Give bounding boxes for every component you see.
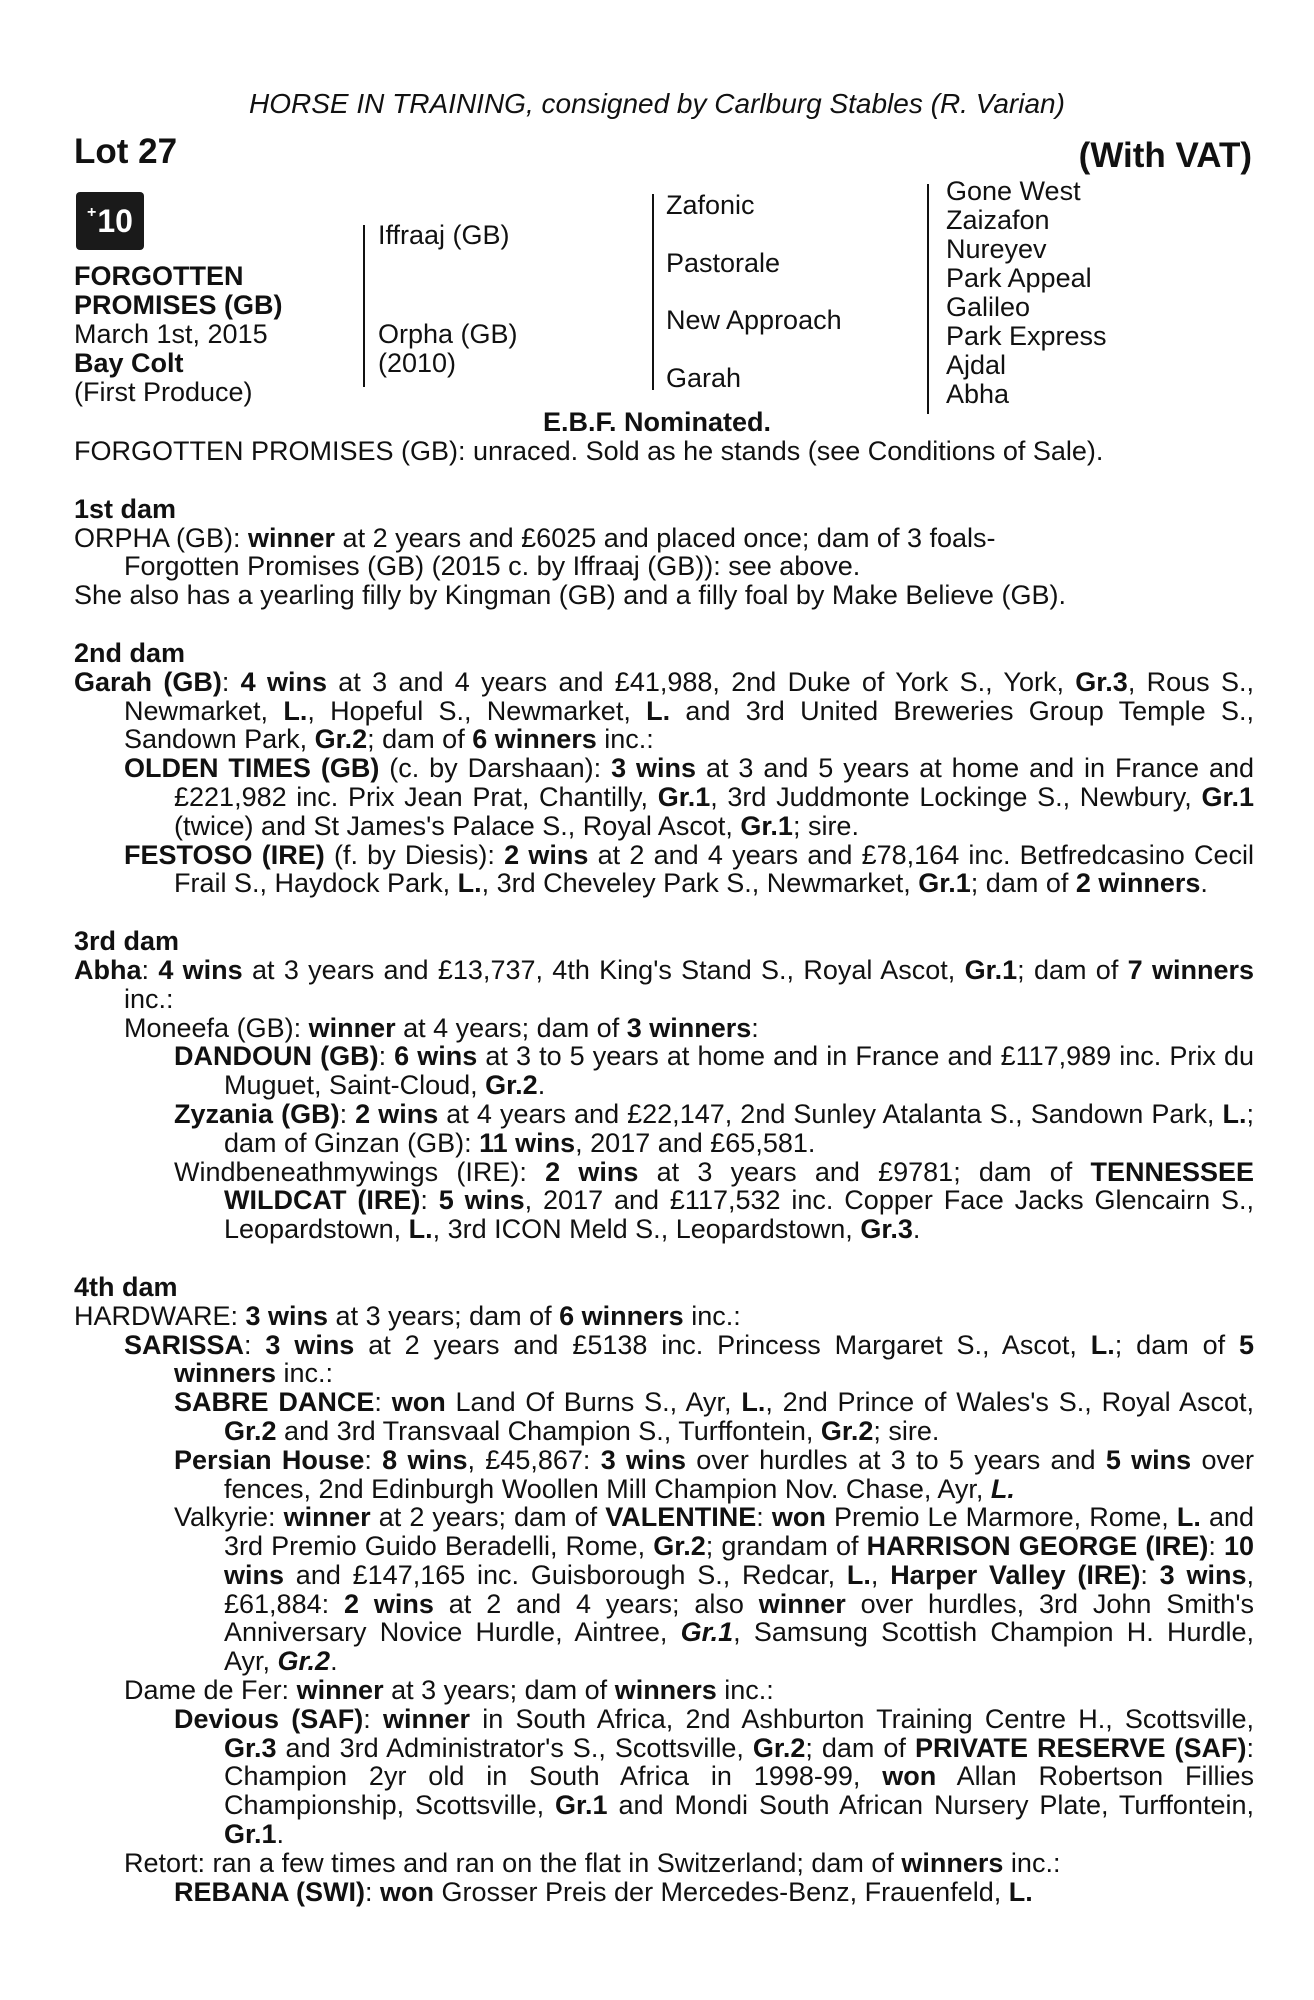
fourth-dam-produce-valkyrie-segment-10: ; grandam of bbox=[705, 1531, 867, 1562]
third-dam-produce-windbeneathmywings bbox=[74, 1158, 1254, 1244]
fourth-dam-produce-valkyrie-segment-24: over hurdles, 3rd John Smith's Anniversary Novice Hurdle, Aintree, bbox=[224, 1588, 1254, 1648]
third-dam-produce-moneefa-segment-3: 3 winners bbox=[626, 1012, 752, 1043]
fourth-dam-produce-valkyrie bbox=[74, 1503, 1254, 1676]
pedigree-gen3-7: Ajdal bbox=[946, 350, 1007, 380]
second-dam-entry-segment-1: : bbox=[221, 666, 241, 697]
third-dam-produce-dandoun bbox=[74, 1042, 1254, 1100]
fourth-dam-produce-devious-segment-0: Devious (SAF) bbox=[174, 1703, 364, 1734]
fourth-dam-entry-segment-4: inc.: bbox=[683, 1300, 741, 1331]
fourth-dam-produce-persian-house-segment-1: : bbox=[364, 1444, 383, 1475]
fourth-dam-produce-valkyrie-segment-7: L. bbox=[1176, 1502, 1201, 1533]
third-dam-produce-zyzania-segment-7: , 2017 and £65,581. bbox=[575, 1127, 816, 1158]
second-dam-produce-olden-times-segment-3: at 3 and 5 years at home and in France and £221,982 inc. Prix Jean Prat, Chantilly, bbox=[174, 753, 1254, 812]
pedigree-gen2-1: Zafonic bbox=[666, 190, 755, 220]
third-dam-produce-windbeneathmywings-segment-4: : bbox=[420, 1185, 439, 1216]
second-dam-entry-segment-3: at 3 and 4 years and £41,988, 2nd Duke of York S., York, bbox=[326, 666, 1076, 697]
fourth-dam-produce-persian-house-segment-3: , £45,867: bbox=[467, 1444, 601, 1475]
second-dam-entry-segment-2: 4 wins bbox=[240, 666, 327, 697]
fourth-dam-produce-valkyrie-segment-11: HARRISON GEORGE (IRE) bbox=[866, 1531, 1209, 1562]
fourth-dam-produce-sabre-dance-segment-6: Gr.2 bbox=[224, 1415, 277, 1446]
second-dam-produce-festoso-segment-8: 2 winners bbox=[1075, 868, 1201, 899]
fourth-dam-produce-sabre-dance-segment-1: : bbox=[374, 1387, 392, 1418]
pedigree-gen2-3: New Approach bbox=[666, 305, 842, 335]
fourth-dam-produce-devious-segment-9: : Champion 2yr old in South Africa in 1998-99, bbox=[224, 1732, 1254, 1792]
lot-number: Lot 27 bbox=[74, 132, 178, 171]
fourth-dam-produce-valkyrie-segment-22: at 2 and 4 years; also bbox=[433, 1588, 759, 1619]
pedigree-line-2 bbox=[652, 194, 654, 390]
second-dam-produce-olden-times-segment-7: (twice) and St James's Palace S., Royal Ascot, bbox=[174, 810, 741, 841]
third-dam-produce-moneefa-segment-1: winner bbox=[308, 1012, 396, 1043]
second-dam-produce-olden-times-segment-0: OLDEN TIMES (GB) bbox=[124, 753, 380, 784]
vat-note: (With VAT) bbox=[1078, 136, 1252, 175]
pedigree-line-1 bbox=[363, 225, 365, 387]
second-dam-entry-segment-6: L. bbox=[283, 695, 308, 726]
fourth-dam-produce-valkyrie-segment-9: Gr.2 bbox=[653, 1531, 706, 1562]
fourth-dam-produce-sarissa-segment-3: at 2 years and £5138 inc. Princess Margaret S., Ascot, bbox=[354, 1329, 1091, 1360]
fourth-dam-produce-devious-segment-12: Gr.1 bbox=[555, 1790, 608, 1821]
pedigree-gen3-3: Nureyev bbox=[946, 234, 1047, 264]
fourth-dam-produce-sarissa-segment-5: ; dam of bbox=[1114, 1329, 1239, 1360]
second-dam-entry-segment-4: Gr.3 bbox=[1075, 666, 1128, 697]
third-dam-produce-dandoun-segment-0: DANDOUN (GB) bbox=[174, 1041, 379, 1072]
second-dam-produce-festoso-segment-5: , 3rd Cheveley Park S., Newmarket, bbox=[481, 868, 919, 899]
fourth-dam-produce-valkyrie-segment-15: L. bbox=[846, 1559, 871, 1590]
fourth-dam-entry-segment-3: 6 winners bbox=[559, 1300, 684, 1331]
fourth-dam-produce-rebana-segment-2: won bbox=[380, 1876, 434, 1907]
second-dam-produce-festoso bbox=[74, 841, 1254, 899]
third-dam-produce-moneefa-segment-2: at 4 years; dam of bbox=[395, 1012, 627, 1043]
third-dam-produce-windbeneathmywings-segment-6: , 2017 and £117,532 inc. Copper Face Jacks Glencairn S., Leopardstown, bbox=[224, 1185, 1254, 1245]
first-dam-young-stock: She also has a yearling filly by Kingman (GB) and a filly foal by Make Believe (GB). bbox=[74, 580, 1066, 611]
second-dam-produce-olden-times-segment-9: ; sire. bbox=[792, 810, 859, 841]
fourth-dam-produce-sabre-dance-segment-9: ; sire. bbox=[873, 1415, 940, 1446]
fourth-dam-produce-sabre-dance-segment-8: Gr.2 bbox=[820, 1415, 874, 1446]
fourth-dam-produce-valkyrie-segment-12: : bbox=[1208, 1531, 1224, 1562]
fourth-dam-produce-valkyrie-segment-23: winner bbox=[758, 1588, 846, 1619]
section-title-3rd-dam: 3rd dam bbox=[74, 926, 180, 957]
second-dam-entry-segment-9: and 3rd United Breweries Group Temple S., Sandown Park, bbox=[124, 695, 1254, 755]
third-dam-entry bbox=[74, 956, 1254, 1014]
third-dam-entry-segment-5: ; dam of bbox=[1017, 954, 1128, 985]
second-dam-entry-segment-12: 6 winners bbox=[472, 724, 597, 755]
section-title-1st-dam: 1st dam bbox=[74, 493, 177, 524]
section-title-4th-dam: 4th dam bbox=[74, 1271, 178, 1302]
second-dam-entry-segment-10: Gr.2 bbox=[314, 724, 368, 755]
second-dam-entry-segment-13: inc.: bbox=[596, 724, 654, 755]
fourth-dam-produce-dame-de-fer-segment-4: inc.: bbox=[716, 1675, 774, 1706]
first-dam-line-segment-1: winner bbox=[248, 522, 336, 553]
pedigree-gen2-4: Garah bbox=[666, 363, 742, 393]
fourth-dam-produce-valkyrie-segment-27: Gr.2 bbox=[277, 1646, 331, 1677]
fourth-dam-produce-dame-de-fer bbox=[74, 1676, 1254, 1705]
consignment-header: HORSE IN TRAINING, consigned by Carlburg Stables (R. Varian) bbox=[249, 88, 1065, 119]
fourth-dam-produce-dame-de-fer-segment-2: at 3 years; dam of bbox=[383, 1675, 615, 1706]
second-dam-produce-olden-times-segment-2: 3 wins bbox=[611, 753, 697, 784]
fourth-dam-produce-devious-segment-7: ; dam of bbox=[805, 1732, 915, 1763]
badge-plus: + bbox=[87, 204, 97, 221]
third-dam-produce-zyzania-segment-4: L. bbox=[1222, 1098, 1247, 1129]
fourth-dam-produce-devious bbox=[74, 1705, 1254, 1849]
fourth-dam-produce-sarissa-segment-6: 5 winners bbox=[174, 1329, 1254, 1389]
fourth-dam-produce-devious-segment-5: and 3rd Administrator's S., Scottsville, bbox=[276, 1732, 753, 1763]
fourth-dam-produce-valkyrie-segment-26: , Samsung Scottish Champion H. Hurdle, Ayr, bbox=[224, 1617, 1254, 1677]
third-dam-produce-windbeneathmywings-segment-10: . bbox=[912, 1214, 921, 1245]
fourth-dam-produce-persian-house-segment-2: 8 wins bbox=[382, 1444, 468, 1475]
second-dam-entry-segment-11: ; dam of bbox=[367, 724, 473, 755]
fourth-dam-produce-dame-de-fer-segment-0: Dame de Fer: bbox=[124, 1675, 297, 1706]
third-dam-produce-zyzania-segment-1: : bbox=[339, 1098, 356, 1129]
fourth-dam-produce-retort bbox=[74, 1849, 1254, 1878]
third-dam-produce-zyzania-segment-0: Zyzania (GB) bbox=[174, 1098, 340, 1129]
fourth-dam-produce-persian-house bbox=[74, 1446, 1254, 1504]
ebf-nomination: E.B.F. Nominated. bbox=[542, 407, 772, 437]
pedigree-sire: Iffraaj (GB) bbox=[378, 220, 510, 250]
fourth-dam-produce-sarissa-segment-0: SARISSA bbox=[124, 1329, 245, 1360]
fourth-dam-produce-valkyrie-segment-6: Premio Le Marmore, Rome, bbox=[825, 1502, 1177, 1533]
second-dam-produce-olden-times-segment-8: Gr.1 bbox=[740, 810, 793, 841]
fourth-dam-produce-persian-house-segment-0: Persian House bbox=[174, 1444, 365, 1475]
fourth-dam-produce-valkyrie-segment-4: : bbox=[756, 1502, 772, 1533]
fourth-dam-produce-valkyrie-segment-5: won bbox=[771, 1502, 826, 1533]
fourth-dam-produce-sarissa-segment-4: L. bbox=[1090, 1329, 1115, 1360]
fourth-dam-produce-valkyrie-segment-13: 10 wins bbox=[224, 1531, 1254, 1590]
third-dam-produce-dandoun-segment-2: 6 wins bbox=[394, 1041, 478, 1072]
pedigree-dam: Orpha (GB) bbox=[378, 319, 518, 349]
first-dam-line-segment-2: at 2 years and £6025 and placed once; dam of 3 foals- bbox=[335, 522, 996, 553]
fourth-dam-entry-segment-2: at 3 years; dam of bbox=[328, 1300, 560, 1331]
third-dam-produce-moneefa-segment-0: Moneefa (GB): bbox=[124, 1012, 309, 1043]
fourth-dam-produce-sarissa-segment-1: : bbox=[244, 1329, 266, 1360]
second-dam-produce-olden-times bbox=[74, 754, 1254, 840]
third-dam-produce-zyzania-segment-2: 2 wins bbox=[355, 1098, 439, 1129]
third-dam-produce-zyzania bbox=[74, 1100, 1254, 1158]
fourth-dam-produce-sabre-dance bbox=[74, 1388, 1254, 1446]
fourth-dam-produce-devious-segment-4: Gr.3 bbox=[224, 1732, 277, 1763]
third-dam-produce-dandoun-segment-3: at 3 to 5 years at home and in France and £117,989 inc. Prix du Muguet, Saint-Cloud, bbox=[224, 1041, 1254, 1101]
fourth-dam-produce-valkyrie-segment-3: VALENTINE bbox=[605, 1502, 757, 1533]
second-dam-produce-olden-times-segment-4: Gr.1 bbox=[657, 781, 711, 812]
fourth-dam-produce-valkyrie-segment-1: winner bbox=[283, 1502, 371, 1533]
fourth-dam-produce-valkyrie-segment-25: Gr.1 bbox=[680, 1617, 734, 1648]
pedigree-gen3-5: Galileo bbox=[946, 292, 1031, 322]
fourth-dam-produce-sabre-dance-segment-7: and 3rd Transvaal Champion S., Turffontein, bbox=[276, 1415, 821, 1446]
fourth-dam-produce-valkyrie-segment-20: , £61,884: bbox=[224, 1559, 1255, 1619]
fourth-dam-produce-rebana-segment-4: L. bbox=[1008, 1876, 1033, 1907]
fourth-dam-produce-rebana bbox=[74, 1878, 1254, 1907]
third-dam-entry-segment-7: inc.: bbox=[124, 983, 174, 1014]
fourth-dam-produce-devious-segment-6: Gr.2 bbox=[752, 1732, 806, 1763]
third-dam-produce-windbeneathmywings-segment-2: at 3 years and £9781; dam of bbox=[638, 1156, 1091, 1187]
second-dam-entry bbox=[74, 668, 1254, 754]
third-dam-produce-moneefa-segment-4: : bbox=[751, 1012, 759, 1043]
badge-number: 10 bbox=[97, 202, 133, 239]
first-dam-produce: Forgotten Promises (GB) (2015 c. by Iffraaj (GB)): see above. bbox=[124, 551, 861, 582]
third-dam-produce-zyzania-segment-5: ; dam of Ginzan (GB): bbox=[224, 1098, 1254, 1158]
rating-badge-icon bbox=[76, 192, 144, 250]
fourth-dam-produce-valkyrie-segment-14: and £147,165 inc. Guisborough S., Redcar, bbox=[284, 1559, 847, 1590]
fourth-dam-produce-valkyrie-segment-18: : bbox=[1140, 1559, 1160, 1590]
produce-note: (First Produce) bbox=[74, 377, 253, 407]
fourth-dam-entry-segment-0: HARDWARE: bbox=[74, 1300, 246, 1331]
second-dam-produce-olden-times-segment-6: Gr.1 bbox=[1201, 781, 1254, 812]
first-dam-line-segment-0: ORPHA (GB): bbox=[74, 522, 249, 553]
fourth-dam-produce-sarissa-segment-7: inc.: bbox=[276, 1358, 334, 1389]
fourth-dam-produce-valkyrie-segment-2: at 2 years; dam of bbox=[370, 1502, 606, 1533]
third-dam-produce-windbeneathmywings-segment-9: Gr.3 bbox=[860, 1214, 913, 1245]
second-dam-produce-festoso-segment-1: (f. by Diesis): bbox=[324, 839, 505, 870]
fourth-dam-produce-devious-segment-2: winner bbox=[382, 1703, 470, 1734]
pedigree-dam-year: (2010) bbox=[378, 348, 457, 378]
pedigree-gen3-8: Abha bbox=[946, 379, 1010, 409]
fourth-dam-produce-devious-segment-8: PRIVATE RESERVE (SAF) bbox=[914, 1732, 1247, 1763]
third-dam-produce-windbeneathmywings-segment-1: 2 wins bbox=[545, 1156, 639, 1187]
pedigree-gen2-2: Pastorale bbox=[666, 248, 781, 278]
second-dam-entry-segment-7: , Hopeful S., Newmarket, bbox=[307, 695, 647, 726]
third-dam-produce-windbeneathmywings-segment-7: L. bbox=[408, 1214, 433, 1245]
third-dam-entry-segment-3: at 3 years and £13,737, 4th King's Stand S., Royal Ascot, bbox=[242, 954, 965, 985]
third-dam-produce-windbeneathmywings-segment-3: TENNESSEE WILDCAT (IRE) bbox=[224, 1156, 1254, 1216]
third-dam-produce-dandoun-segment-4: Gr.2 bbox=[485, 1070, 538, 1101]
horse-details bbox=[74, 262, 283, 407]
second-dam-produce-festoso-segment-4: L. bbox=[457, 868, 482, 899]
pedigree-line-3 bbox=[927, 184, 929, 414]
fourth-dam-produce-sabre-dance-segment-4: L. bbox=[741, 1387, 766, 1418]
fourth-dam-produce-devious-segment-14: Gr.1 bbox=[224, 1819, 277, 1850]
horse-name-line1: FORGOTTEN bbox=[74, 261, 244, 291]
third-dam-produce-dandoun-segment-5: . bbox=[537, 1070, 546, 1101]
fourth-dam-produce-persian-house-segment-4: 3 wins bbox=[600, 1444, 687, 1475]
fourth-dam-produce-rebana-segment-0: REBANA (SWI) bbox=[174, 1876, 365, 1907]
fourth-dam-produce-persian-house-segment-8: L. bbox=[990, 1473, 1015, 1504]
second-dam-entry-segment-0: Garah (GB) bbox=[74, 666, 222, 697]
fourth-dam-produce-valkyrie-segment-17: Harper Valley (IRE) bbox=[890, 1559, 1141, 1590]
fourth-dam-produce-dame-de-fer-segment-1: winner bbox=[296, 1675, 384, 1706]
fourth-dam-entry-segment-1: 3 wins bbox=[245, 1300, 329, 1331]
fourth-dam-produce-sarissa bbox=[74, 1331, 1254, 1389]
horse-type: Bay Colt bbox=[74, 348, 184, 378]
first-dam-line bbox=[74, 524, 1254, 553]
fourth-dam-produce-valkyrie-segment-16: , bbox=[870, 1559, 891, 1590]
fourth-dam-produce-devious-segment-1: : bbox=[363, 1703, 383, 1734]
third-dam-produce-dandoun-segment-1: : bbox=[378, 1041, 395, 1072]
fourth-dam-produce-persian-house-segment-5: over hurdles at 3 to 5 years and bbox=[686, 1444, 1106, 1475]
pedigree-gen3-6: Park Express bbox=[946, 321, 1107, 351]
fourth-dam-produce-devious-segment-13: and Mondi South African Nursery Plate, Turffontein, bbox=[607, 1790, 1254, 1821]
second-dam-produce-olden-times-segment-5: , 3rd Juddmonte Lockinge S., Newbury, bbox=[710, 781, 1202, 812]
fourth-dam-produce-persian-house-segment-6: 5 wins bbox=[1105, 1444, 1192, 1475]
second-dam-produce-olden-times-segment-1: (c. by Darshaan): bbox=[379, 753, 612, 784]
second-dam-entry-segment-5: , Rous S., Newmarket, bbox=[124, 666, 1254, 726]
fourth-dam-produce-valkyrie-segment-8: and 3rd Premio Guido Beradelli, Rome, bbox=[224, 1502, 1255, 1562]
second-dam-produce-festoso-segment-3: at 2 and 4 years and £78,164 inc. Betfredcasino Cecil Frail S., Haydock Park, bbox=[174, 839, 1254, 899]
section-title-2nd-dam: 2nd dam bbox=[74, 637, 186, 668]
third-dam-produce-zyzania-segment-3: at 4 years and £22,147, 2nd Sunley Atalanta S., Sandown Park, bbox=[438, 1098, 1223, 1129]
fourth-dam-produce-sabre-dance-segment-3: Land Of Burns S., Ayr, bbox=[445, 1387, 742, 1418]
second-dam-produce-festoso-segment-6: Gr.1 bbox=[918, 868, 971, 899]
fourth-dam-produce-dame-de-fer-segment-3: winners bbox=[614, 1675, 717, 1706]
fourth-dam-produce-persian-house-segment-7: over fences, 2nd Edinburgh Woollen Mill Champion Nov. Chase, Ayr, bbox=[224, 1444, 1255, 1504]
third-dam-entry-segment-6: 7 winners bbox=[1127, 954, 1255, 985]
fourth-dam-produce-sabre-dance-segment-0: SABRE DANCE bbox=[174, 1387, 375, 1418]
third-dam-produce-windbeneathmywings-segment-8: , 3rd ICON Meld S., Leopardstown, bbox=[432, 1214, 861, 1245]
second-dam-entry-segment-8: L. bbox=[646, 695, 671, 726]
third-dam-entry-segment-2: 4 wins bbox=[158, 954, 243, 985]
pedigree-gen3-1: Gone West bbox=[946, 176, 1081, 206]
fourth-dam-produce-devious-segment-10: won bbox=[882, 1761, 937, 1792]
second-dam-produce-festoso-segment-7: ; dam of bbox=[970, 868, 1076, 899]
third-dam-produce-windbeneathmywings-segment-5: 5 wins bbox=[438, 1185, 525, 1216]
third-dam-produce-zyzania-segment-6: 11 wins bbox=[479, 1127, 576, 1158]
second-dam-produce-festoso-segment-0: FESTOSO (IRE) bbox=[124, 839, 325, 870]
fourth-dam-produce-sabre-dance-segment-5: , 2nd Prince of Wales's S., Royal Ascot, bbox=[765, 1387, 1255, 1418]
fourth-dam-produce-retort-segment-1: winners bbox=[901, 1847, 1004, 1878]
fourth-dam-produce-valkyrie-segment-0: Valkyrie: bbox=[174, 1502, 284, 1533]
horse-name-line2: PROMISES (GB) bbox=[74, 290, 283, 320]
second-dam-produce-festoso-segment-9: . bbox=[1200, 868, 1208, 899]
fourth-dam-produce-valkyrie-segment-28: . bbox=[330, 1646, 338, 1677]
race-summary: FORGOTTEN PROMISES (GB): unraced. Sold as he stands (see Conditions of Sale). bbox=[74, 436, 1104, 466]
fourth-dam-produce-rebana-segment-1: : bbox=[364, 1876, 380, 1907]
fourth-dam-produce-valkyrie-segment-21: 2 wins bbox=[343, 1588, 434, 1619]
fourth-dam-produce-rebana-segment-3: Grosser Preis der Mercedes-Benz, Frauenfeld, bbox=[434, 1876, 1009, 1907]
third-dam-produce-moneefa bbox=[74, 1014, 1254, 1043]
fourth-dam-produce-retort-segment-2: inc.: bbox=[1003, 1847, 1061, 1878]
fourth-dam-produce-sabre-dance-segment-2: won bbox=[391, 1387, 446, 1418]
third-dam-produce-windbeneathmywings-segment-0: Windbeneathmywings (IRE): bbox=[174, 1156, 546, 1187]
second-dam-produce-festoso-segment-2: 2 wins bbox=[504, 839, 589, 870]
fourth-dam-produce-devious-segment-3: in South Africa, 2nd Ashburton Training Centre H., Scottsville, bbox=[470, 1703, 1254, 1734]
third-dam-entry-segment-0: Abha bbox=[74, 954, 142, 985]
fourth-dam-produce-valkyrie-segment-19: 3 wins bbox=[1159, 1559, 1247, 1590]
pedigree-gen3-2: Zaizafon bbox=[946, 205, 1050, 235]
fourth-dam-entry bbox=[74, 1302, 1254, 1331]
fourth-dam-produce-sarissa-segment-2: 3 wins bbox=[265, 1329, 355, 1360]
fourth-dam-produce-retort-segment-0: Retort: ran a few times and ran on the flat in Switzerland; dam of bbox=[124, 1847, 902, 1878]
fourth-dam-produce-devious-segment-11: Allan Robertson Fillies Championship, Scottsville, bbox=[224, 1761, 1254, 1821]
third-dam-entry-segment-4: Gr.1 bbox=[964, 954, 1018, 985]
fourth-dam-produce-devious-segment-15: . bbox=[276, 1819, 285, 1850]
catalogue-body bbox=[74, 437, 1254, 1906]
foaling-date: March 1st, 2015 bbox=[74, 319, 268, 349]
pedigree-gen3-4: Park Appeal bbox=[946, 263, 1092, 293]
third-dam-entry-segment-1: : bbox=[141, 954, 159, 985]
